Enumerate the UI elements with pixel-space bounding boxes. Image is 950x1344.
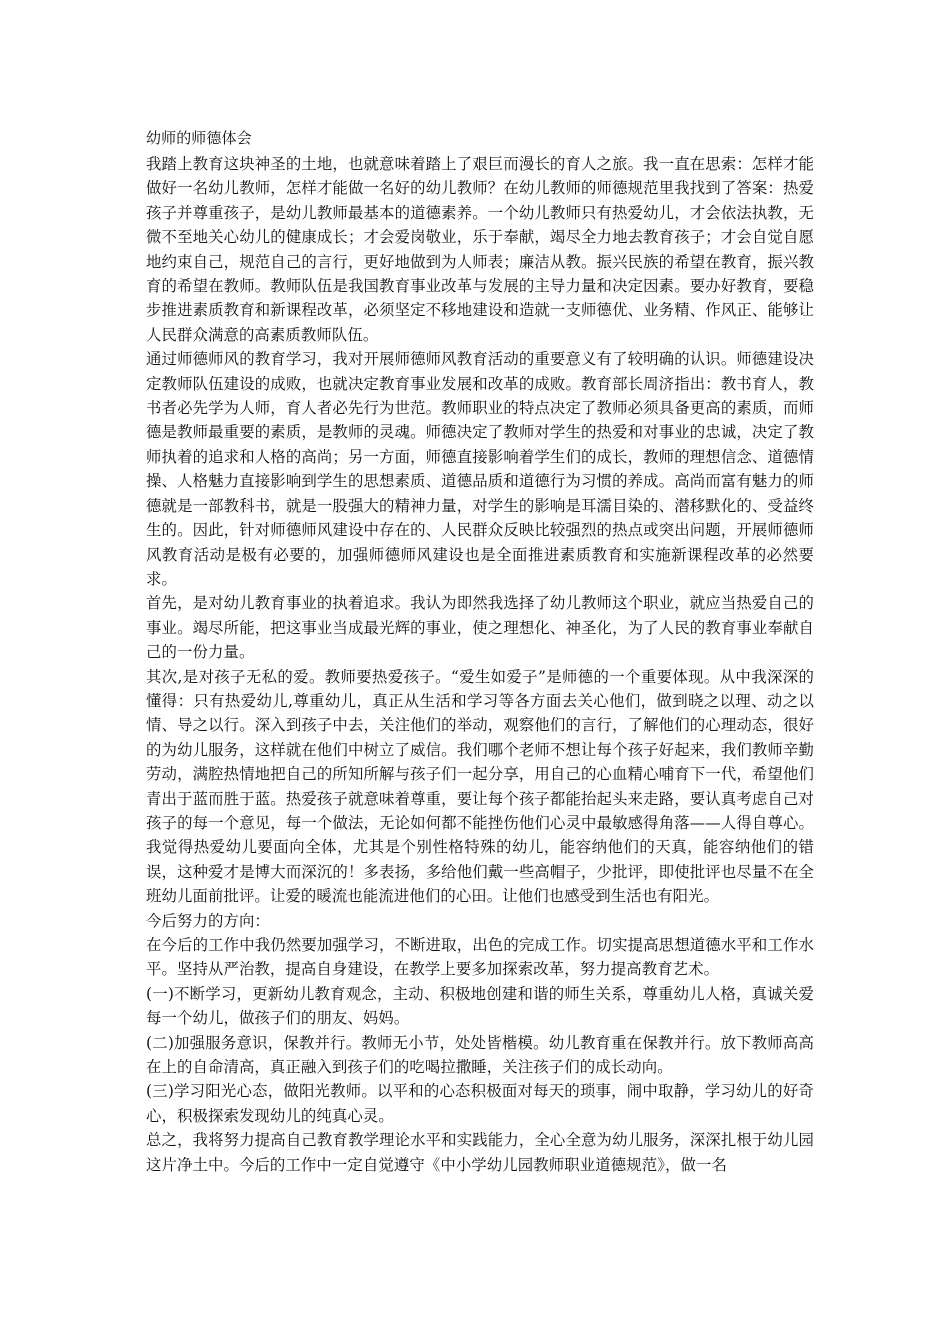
section-heading-future: 今后努力的方向：: [146, 911, 270, 930]
paragraph-intro: 我踏上教育这块神圣的土地，也就意味着踏上了艰巨而漫长的育人之旅。我一直在思索：怎样才能做好一名幼儿教师，怎样才能做一名好的幼儿教师？在幼儿教师的师德规范里我找到了答案：热爱孩子并尊重孩子，是幼儿教师最基本的道德素养。一个幼儿教师只有热爱幼儿，才会依法执教，无微不至地关心幼儿的健康成长；才会爱岗敬业，乐于奉献，竭尽全力地去教育孩子；才会自觉自愿地约束自己，规范自己的言行，更好地做到为人师表；廉洁从教。振兴民族的希望在教育，振兴教育的希望在教师。教师队伍是我国教育事业改革与发展的主导力量和决定因素。要办好教育，要稳步推进素质教育和新课程改革，必须坚定不移地建设和造就一支师德优、业务精、作风正、能够让人民群众满意的高素质教师队伍。: [146, 155, 814, 344]
list-item-1: (一)不断学习，更新幼儿教育观念，主动、积极地创建和谐的师生关系，尊重幼儿人格，真诚关爱每一个幼儿，做孩子们的朋友、妈妈。: [146, 984, 814, 1028]
list-item-2: (二)加强服务意识，保教并行。教师无小节，处处皆楷模。幼儿教育重在保教并行。放下教师高高在上的自命清高，真正融入到孩子们的吃喝拉撒睡，关注孩子们的成长动向。: [146, 1033, 814, 1077]
list-item-3: (三)学习阳光心态，做阳光教师。以平和的心态积极面对每天的琐事，闹中取静，学习幼儿的好奇心，积极探索发现幼儿的纯真心灵。: [146, 1082, 814, 1125]
paragraph-future: 在今后的工作中我仍然要加强学习，不断进取，出色的完成工作。切实提高思想道德水平和工作水平。坚持从严治教，提高自身建设，在教学上要多加探索改革，努力提高教育艺术。: [146, 936, 814, 979]
document-body: [146, 126, 814, 1177]
document-title: 幼师的师德体会: [146, 129, 252, 147]
paragraph-conclusion: 总之，我将努力提高自己教育教学理论水平和实践能力，全心全意为幼儿服务，深深扎根于幼儿园这片净土中。今后的工作中一定自觉遵守《中小学幼儿园教师职业道德规范》，做一名: [146, 1131, 814, 1174]
paragraph-first: 首先，是对幼儿教育事业的执着追求。我认为即然我选择了幼儿教师这个职业，就应当热爱自己的事业。竭尽所能，把这事业当成最光辉的事业，使之理想化、神圣化，为了人民的教育事业奉献自己的一份力量。: [146, 594, 814, 662]
paragraph-second: 其次,是对孩子无私的爱。教师要热爱孩子。“爱生如爱子”是师德的一个重要体现。从中我深深的懂得：只有热爱幼儿,尊重幼儿，真正从生活和学习等各方面去关心他们，做到晓之以理、动之以情、导之以行。深入到孩子中去，关注他们的举动，观察他们的言行，了解他们的心理动态，很好的为幼儿服务，这样就在他们中树立了威信。我们哪个老师不想让每个孩子好起来，我们教师辛勤劳动，满腔热情地把自己的所知所解与孩子们一起分享，用自己的心血精心哺育下一代，希望他们青出于蓝而胜于蓝。热爱孩子就意味着尊重，要让每个孩子都能抬起头来走路，要认真考虑自己对孩子的每一个意见，每一个做法，无论如何都不能挫伤他们心灵中最敏感得角落——人得自尊心。我觉得热爱幼儿要面向全体，尤其是个别性格特殊的幼儿，能容纳他们的天真，能容纳他们的错误，这种爱才是博大而深沉的！多表扬，多给他们戴一些高帽子，少批评，即使批评也尽量不在全班幼儿面前批评。让爱的暖流也能流进他们的心田。让他们也感受到生活也有阳光。: [146, 667, 814, 906]
paragraph-study: 通过师德师风的教育学习，我对开展师德师风教育活动的重要意义有了较明确的认识。师德建设决定教师队伍建设的成败，也就决定教育事业发展和改革的成败。教育部长周济指出：教书育人，教书者必先学为人师，育人者必先行为世范。教师职业的特点决定了教师必须具备更高的素质，而师德是教师最重要的素质，是教师的灵魂。师德决定了教师对学生的热爱和对事业的忠诚，决定了教师执着的追求和人格的高尚；另一方面，师德直接影响着学生们的成长，教师的理想信念、道德情操、人格魅力直接影响到学生的思想素质、道德品质和道德行为习惯的养成。高尚而富有魅力的师德就是一部教科书，就是一股强大的精神力量，对学生的影响是耳濡目染的、潜移默化的、受益终生的。因此，针对师德师风建设中存在的、人民群众反映比较强烈的热点或突出问题，开展师德师风教育活动是极有必要的，加强师德师风建设也是全面推进素质教育和实施新课程改革的必然要求。: [146, 350, 814, 588]
